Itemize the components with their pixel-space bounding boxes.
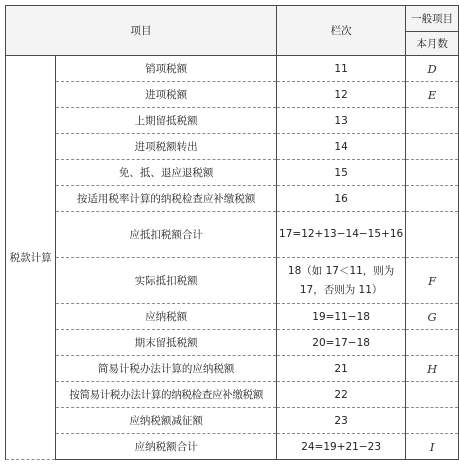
row-name: 简易计税办法计算的应纳税额 [56, 356, 277, 382]
row-line: 14 [277, 134, 406, 160]
row-name: 进项税额转出 [56, 134, 277, 160]
row-mark [406, 108, 459, 134]
row-name: 应抵扣税额合计 [56, 212, 277, 258]
row-mark: E [406, 82, 459, 108]
row-line: 12 [277, 82, 406, 108]
row-name: 实际抵扣税额 [56, 258, 277, 304]
row-mark [406, 408, 459, 434]
tax-calculation-table [5, 5, 459, 460]
row-mark [406, 382, 459, 408]
row-name: 应纳税额 [56, 304, 277, 330]
row-line: 11 [277, 56, 406, 82]
row-mark [406, 134, 459, 160]
row-name: 上期留抵税额 [56, 108, 277, 134]
row-line: 17=12+13−14−15+16 [277, 212, 406, 258]
header-general-item: 一般项目 [406, 6, 459, 32]
row-mark [406, 212, 459, 258]
row-name: 按适用税率计算的纳税检查应补缴税额 [56, 186, 277, 212]
row-name: 按简易计税办法计算的纳税检查应补缴税额 [56, 382, 277, 408]
row-line: 23 [277, 408, 406, 434]
row-name: 免、抵、退应退税额 [56, 160, 277, 186]
row-line: 24=19+21−23 [277, 434, 406, 460]
row-name: 销项税额 [56, 56, 277, 82]
row-name: 期末留抵税额 [56, 330, 277, 356]
row-mark: H [406, 356, 459, 382]
row-name: 应纳税额减征额 [56, 408, 277, 434]
row-line: 16 [277, 186, 406, 212]
header-line-no: 栏次 [277, 6, 406, 56]
header-this-month: 本月数 [406, 32, 459, 56]
row-mark [406, 186, 459, 212]
row-mark: D [406, 56, 459, 82]
row-mark: G [406, 304, 459, 330]
header-item: 项目 [6, 6, 277, 56]
row-line: 21 [277, 356, 406, 382]
row-mark [406, 160, 459, 186]
category-label: 税款计算 [6, 56, 56, 460]
row-line: 18（如 17＜11，则为 17，否则为 11） [277, 258, 406, 304]
row-line: 13 [277, 108, 406, 134]
row-mark: I [406, 434, 459, 460]
row-line: 15 [277, 160, 406, 186]
row-line: 20=17−18 [277, 330, 406, 356]
row-mark: F [406, 258, 459, 304]
row-line: 22 [277, 382, 406, 408]
row-mark [406, 330, 459, 356]
row-name: 应纳税额合计 [56, 434, 277, 460]
row-name: 进项税额 [56, 82, 277, 108]
row-line: 19=11−18 [277, 304, 406, 330]
